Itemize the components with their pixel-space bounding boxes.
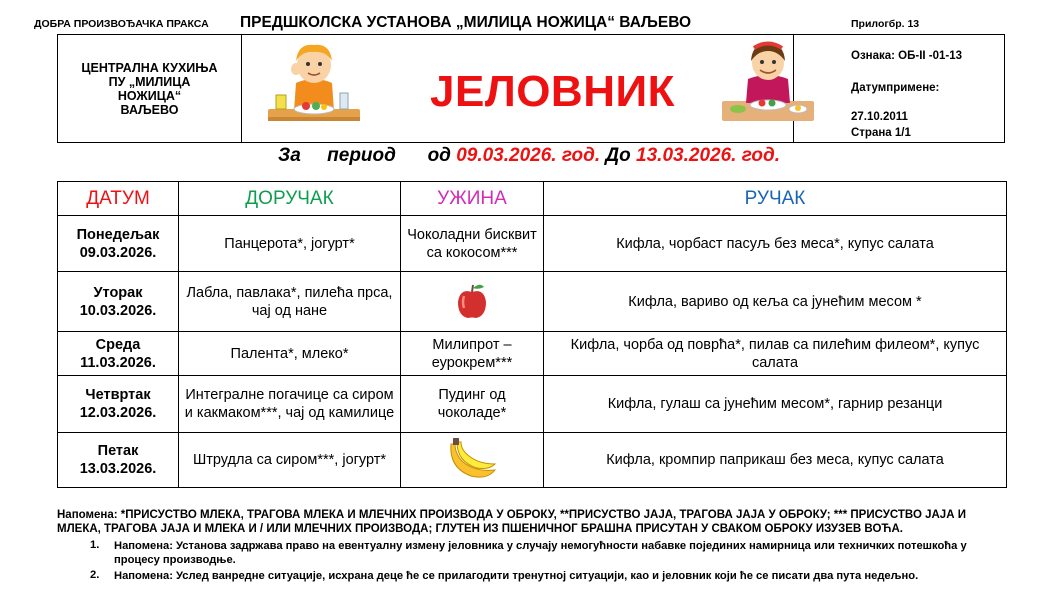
header-box [57,34,1005,143]
note-text: Напомена: Установа задржава право на евентуалну измену јеловника у случају немогућности набавке појединих намирница или техничких потешкоћа у процесу производње. [114,540,967,566]
table-row [58,433,1007,488]
day-date: 12.03.2026. [79,405,157,421]
snack-cell: Милипрот – еурокрем*** [401,332,544,376]
note-number: 2. [90,569,100,581]
girl-eating-icon [718,39,818,125]
banana-icon [445,438,499,482]
menu-table [57,181,1007,488]
note-text: Напомена: Услед ванредне ситуације, исхрана деце ће се прилагодити тренутној ситуацији, као и јеловник који ће се писати два пута недељно. [114,570,919,582]
application-date-label: Датумпримене: [851,82,940,94]
table-row [58,216,1007,272]
day-name: Понедељак [76,226,160,243]
lunch-cell: Кифла, чорбаст пасуљ без меса*, купус салата [544,216,1007,272]
breakfast-cell: Палента*, млеко* [179,332,401,376]
day-cell [58,332,179,376]
lunch-cell: Кифла, чорба од поврћа*, пилав са пилећим филеом*, купус салата [544,332,1007,376]
breakfast-cell: Лабла, павлака*, пилећа прса, чај од нане [179,272,401,332]
document-code-label: ДОБРА ПРОИЗВОЂАЧКА ПРАКСА [34,18,209,30]
kitchen-name [58,35,241,142]
day-cell [58,272,179,332]
day-name: Уторак [93,284,143,301]
snack-cell: Чоколадни бисквит са кокосом*** [401,216,544,272]
allergen-note: Напомена: *ПРИСУСТВО МЛЕКА, ТРАГОВА МЛЕКА И МЛЕЧНИХ ПРОИЗВОДА У ОБРОКУ, **ПРИСУСТВО ЈАЈА, ТРАГОВА ЈАЈА У ОБРОКУ; *** ПРИСУСТВО ЈАЈА И МЛЕКА, ТРАГОВА ЈАЈА И МЛЕКА И / ИЛИ МЛЕЧНИХ ПРОИЗВОДА; ГЛУТЕН ИЗ ПШЕНИЧНОГ БРАШНА ПРИСУТАН У СВАКОМ ОБРОКУ ИЗУЗЕВ ВОЋА. [57,509,966,535]
day-date: 10.03.2026. [79,302,157,319]
kitchen-name-line: ЦЕНТРАЛНА КУХИЊА [81,60,218,75]
day-date: 09.03.2026. [79,244,157,261]
period-line [0,145,1058,167]
note-number: 1. [90,539,100,551]
application-date-value: 27.10.2011 [851,111,908,123]
lunch-cell: Кифла, гулаш са јунећим месом*, гарнир резанци [544,376,1007,433]
kitchen-name-line: ПУ „МИЛИЦА [108,74,191,89]
institution-title: ПРЕДШКОЛСКА УСТАНОВА „МИЛИЦА НОЖИЦА“ ВАЉЕВО [240,14,692,31]
breakfast-cell: Панцерота*, јогурт* [179,216,401,272]
day-name: Среда [95,336,141,353]
kitchen-name-line: ВАЉЕВО [120,102,179,117]
kitchen-name-line: НОЖИЦА“ [117,88,182,103]
page-number: Страна 1/1 [851,127,911,139]
column-header-snack: УЖИНА [401,182,544,216]
snack-cell: Пудинг од чоколаде* [401,376,544,433]
period-middle: До [600,145,637,166]
boy-eating-icon [266,39,362,125]
day-date: 13.03.2026. [79,461,157,477]
period-prefix: За период од [277,145,457,166]
table-row [58,376,1007,433]
period-to-date: 13.03.2026. год. [636,145,780,166]
column-header-lunch: РУЧАК [544,182,1007,216]
day-cell [58,433,179,488]
period-from-date: 09.03.2026. год. [456,145,601,166]
snack-cell [401,433,544,488]
document-mark: Ознака: ОБ-II -01-13 [851,50,963,62]
column-header-date: ДАТУМ [58,182,179,216]
day-name: Петак [97,443,139,459]
menu-title: ЈЕЛОВНИК [430,67,675,116]
table-row [58,332,1007,376]
day-cell [58,216,179,272]
day-name: Четвртак [85,387,151,403]
header-divider [241,35,242,142]
column-header-breakfast: ДОРУЧАК [179,182,401,216]
breakfast-cell: Штрудла са сиром***, јогурт* [179,433,401,488]
snack-cell [401,272,544,332]
day-cell [58,376,179,433]
breakfast-cell: Интегралне погачице са сиром и какмаком***, чај од камилице [179,376,401,433]
table-row [58,272,1007,332]
apple-icon [452,282,492,322]
lunch-cell: Кифла, вариво од кеља са јунећим месом * [544,272,1007,332]
table-header-row [58,182,1007,216]
attachment-number: Прилогбр. 13 [851,18,920,30]
day-date: 11.03.2026. [80,354,156,371]
lunch-cell: Кифла, кромпир паприкаш без меса, купус салата [544,433,1007,488]
